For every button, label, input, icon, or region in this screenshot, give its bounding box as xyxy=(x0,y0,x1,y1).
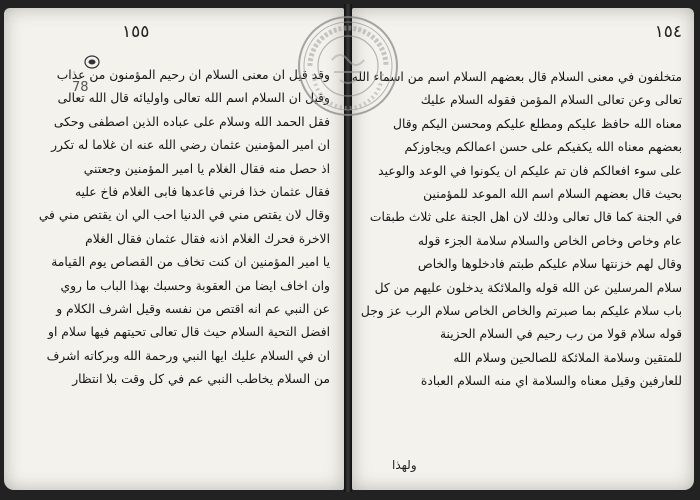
text-line: اذ حصل منه فقال الغلام يا امير المؤمنين وجعتني xyxy=(83,161,330,176)
text-line: معناه الله حافظ عليكم ومطلع عليكم ومحسن اليكم وقال xyxy=(393,116,682,131)
text-line: من السلام يخاطب النبي عم في كل وقت بلا انتظار xyxy=(72,372,330,387)
text-line: فقل الحمد الله وسلام على عباده الذين اصطفى وحكى xyxy=(53,114,330,129)
text-line: للعارفين وقيل معناه والسلامة اي منه السلام العبادة xyxy=(420,374,682,389)
text-line: وقيل ان السلام اسم الله تعالى واوليائه قال الله تعالى xyxy=(57,91,330,106)
right-text-block xyxy=(351,66,682,394)
right-folio-number: ١٥٤ xyxy=(654,22,682,42)
text-line: وقال لهم خزنتها سلام عليكم طبتم فادخلوها والخاص xyxy=(417,257,682,272)
text-line: على سوء افعالكم فان تم عليكم ان يكونوا في الوعد والوعيد xyxy=(378,163,682,178)
text-line: عن النبي عم انه اقتص من نفسه وقيل اشرف الكلام و xyxy=(56,302,330,317)
catchword: ولهذا xyxy=(392,458,417,472)
text-line: باب سلام عليكم بما صبرتم والخاص الخاص سلام الرب عز وجل xyxy=(360,304,682,319)
left-page xyxy=(4,8,344,490)
right-page xyxy=(352,8,694,490)
text-line: وقال لان يقتص مني في الدنيا احب الي ان يقتص مني في xyxy=(38,208,330,223)
text-line: بعضهم معناه الله يكفيكم على حسن اعمالكم ويجاوزكم xyxy=(404,140,682,155)
text-line: افضل التحية السلام حيث قال تعالى تحيتهم فيها سلام او xyxy=(48,325,330,340)
text-line: قوله سلام قولا من رب رحيم في السلام الحزينة xyxy=(439,327,682,342)
text-line: وقد قيل ان معنى السلام ان رحيم المؤمنون من عذاب xyxy=(56,68,330,82)
library-seal-icon xyxy=(296,14,400,118)
text-line: ان في السلام عليك ايها النبي ورحمة الله وبركاته اشرف xyxy=(46,348,330,363)
text-line: في الجنة كما قال تعالى وذلك لان اهل الجنة على ثلاث طبقات xyxy=(369,210,682,225)
text-line: تعالى وعن تعالى السلام المؤمن فقوله السلام عليك xyxy=(420,93,682,108)
left-folio-number: ١٥٥ xyxy=(122,22,150,42)
text-line: وان اخاف ايضا من العقوبة وحسبك بهذا الباب ما روي xyxy=(60,278,330,293)
text-line: متخلفون في معنى السلام قال بعضهم السلام اسم من اسماء الله xyxy=(351,70,682,84)
text-line: سلام المرسلين عن الله قوله والملائكة يدخلون عليهم من كل xyxy=(374,280,682,295)
text-line: يا امير المؤمنين ان كنت تخاف من القصاص يوم القيامة xyxy=(51,255,330,270)
text-line: بحيث قال بعضهم السلام اسم الله الموعد للمؤمنين xyxy=(423,187,682,202)
text-line: عام وخاص وخاص الخاص والسلام سلامة الجزء قوله xyxy=(417,233,682,248)
text-line: فقال عثمان خذا فرني فاعدها فابى الغلام فاخ عليه xyxy=(74,185,330,200)
text-line: ان امير المؤمنين عثمان رضي الله عنه ان غلاما له تكرر xyxy=(51,138,330,153)
text-line: الاخرة فحرك الغلام اذنه فقال عثمان فقال الغلام xyxy=(85,231,330,246)
text-line: للمتقين وسلامة الملائكة للصالحين وسلام الله xyxy=(453,350,682,365)
margin-note: 78 xyxy=(72,80,89,95)
